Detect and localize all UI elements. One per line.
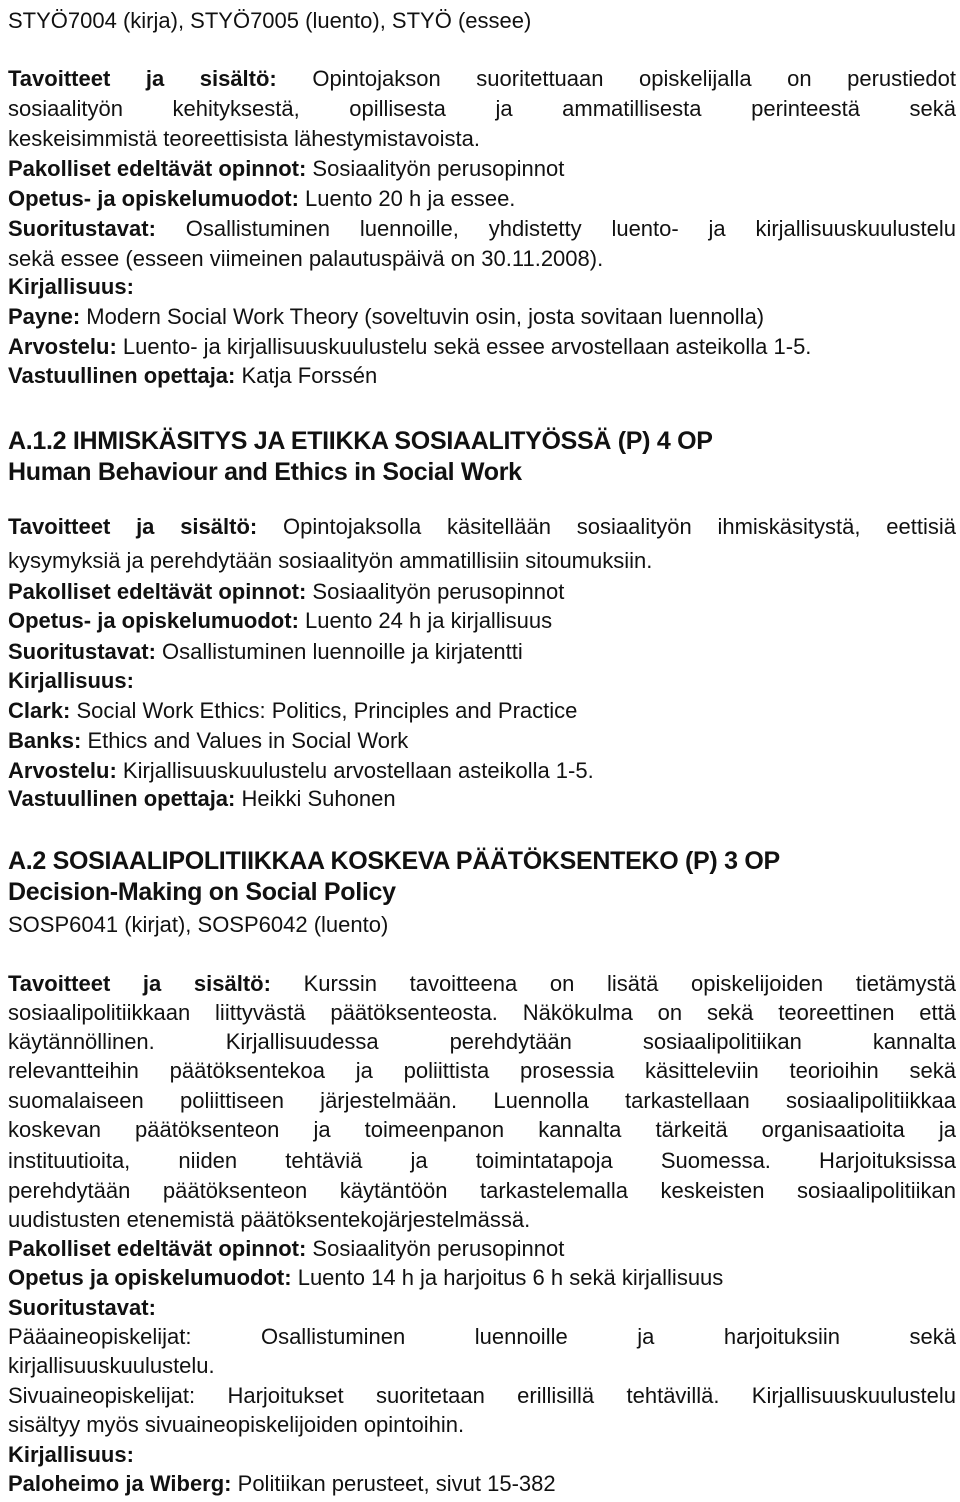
course-heading <box>8 845 956 877</box>
goals-line-8 <box>8 1176 956 1206</box>
minor-students-line-1 <box>8 1381 956 1411</box>
goals-text: instituutioita, niiden tehtäviä ja toimintatapoja Suomessa. Harjoituksissa <box>8 1148 956 1173</box>
literature-item <box>8 726 956 756</box>
minor-students-line-2 <box>8 1410 956 1440</box>
book-title: Modern Social Work Theory (soveltuvin osin, josta sovitaan luennolla) <box>86 304 765 329</box>
prerequisites-label: Pakolliset edeltävät opinnot: <box>8 579 307 604</box>
literature-item <box>8 1469 956 1499</box>
goals-label: Tavoitteet ja sisältö: <box>8 514 258 539</box>
goals-line-6 <box>8 1115 956 1145</box>
completion-label: Suoritustavat: <box>8 1295 156 1320</box>
responsible-teacher-name: Heikki Suhonen <box>241 786 396 811</box>
prerequisites-label: Pakolliset edeltävät opinnot: <box>8 1236 307 1261</box>
goals-text: Kurssin tavoitteena on lisätä opiskelijoiden tietämystä <box>303 971 956 996</box>
book-title: Ethics and Values in Social Work <box>87 728 409 753</box>
goals-text: käytännöllinen. Kirjallisuudessa perehdytään sosiaalipolitiikan kannalta <box>8 1029 956 1054</box>
responsible-teacher <box>8 361 956 391</box>
major-students-line-1 <box>8 1322 956 1352</box>
completion-text: Osallistuminen luennoille, yhdistetty luento- ja kirjallisuuskuulustelu <box>185 216 956 241</box>
goals-line-7 <box>8 1146 956 1176</box>
prerequisites-value: Sosiaalityön perusopinnot <box>312 156 565 181</box>
goals-text: uudistusten etenemistä päätöksentekojärjestelmässä. <box>8 1207 531 1232</box>
goals-line-3 <box>8 124 956 154</box>
grading-value: Luento- ja kirjallisuuskuulustelu sekä essee arvostellaan asteikolla 1-5. <box>122 334 812 359</box>
goals-line-2 <box>8 998 956 1028</box>
completion-heading <box>8 1293 956 1323</box>
goals-line-4 <box>8 1056 956 1086</box>
completion-label: Suoritustavat: <box>8 639 156 664</box>
author-label: Banks: <box>8 728 82 753</box>
prerequisites-value: Sosiaalityön perusopinnot <box>312 579 565 604</box>
goals-label: Tavoitteet ja sisältö: <box>8 66 277 91</box>
literature-heading <box>8 666 956 696</box>
goals-line-2 <box>8 546 956 576</box>
teaching-methods <box>8 184 956 214</box>
goals-text: sosiaalipolitiikkaan liittyvästä päätöksenteosta. Näkökulma on sekä teoreettinen että <box>8 1000 956 1025</box>
major-students-line-2 <box>8 1351 956 1381</box>
teaching-methods-value: Luento 14 h ja harjoitus 6 h sekä kirjallisuus <box>297 1265 724 1290</box>
minor-students-text: Sivuaineopiskelijat: Harjoitukset suoritetaan erillisillä tehtävillä. Kirjallisuuskuulustelu <box>8 1383 956 1408</box>
goals-text: perehdytään päätöksenteon käytäntöön tarkastelemalla keskeisten sosiaalipolitiikan <box>8 1178 956 1203</box>
grading <box>8 332 956 362</box>
completion <box>8 637 956 667</box>
course-subheading <box>8 876 956 908</box>
teaching-methods <box>8 606 956 636</box>
prerequisites-label: Pakolliset edeltävät opinnot: <box>8 156 307 181</box>
prerequisites <box>8 154 956 184</box>
grading-label: Arvostelu: <box>8 758 117 783</box>
course-subheading <box>8 456 956 488</box>
major-students-text: Pääaineopiskelijat: Osallistuminen luennoille ja harjoituksiin sekä <box>8 1324 956 1349</box>
course-codes <box>8 910 956 940</box>
goals-line-5 <box>8 1086 956 1116</box>
goals-text: keskeisimmistä teoreettisista lähestymistavoista. <box>8 126 480 151</box>
goals-line-1 <box>8 64 956 94</box>
teaching-methods-value: Luento 24 h ja kirjallisuus <box>305 608 553 633</box>
course-heading-text: A.2 SOSIAALIPOLITIIKKAA KOSKEVA PÄÄTÖKSENTEKO (P) 3 OP <box>8 847 780 875</box>
teaching-methods-label: Opetus ja opiskelumuodot: <box>8 1265 292 1290</box>
teaching-methods <box>8 1263 956 1293</box>
course-codes-text: SOSP6041 (kirjat), SOSP6042 (luento) <box>8 912 389 937</box>
grading-label: Arvostelu: <box>8 334 117 359</box>
literature-heading <box>8 1440 956 1470</box>
course-codes-text: STYÖ7004 (kirja), STYÖ7005 (luento), STYÖ (essee) <box>8 8 532 33</box>
goals-text: sosiaalityön kehityksestä, opillisesta ja ammatillisesta perinteestä sekä <box>8 96 956 121</box>
teaching-methods-label: Opetus- ja opiskelumuodot: <box>8 608 299 633</box>
goals-line-1 <box>8 969 956 999</box>
completion-line-1 <box>8 214 956 244</box>
literature-label: Kirjallisuus: <box>8 1442 134 1467</box>
course-subheading-text: Decision-Making on Social Policy <box>8 878 396 906</box>
grading <box>8 756 956 786</box>
prerequisites-value: Sosiaalityön perusopinnot <box>312 1236 565 1261</box>
goals-line-2 <box>8 94 956 124</box>
course-heading <box>8 425 956 457</box>
goals-text: relevantteihin päätöksentekoa ja poliittista prosessia käsitteleviin teorioihin sekä <box>8 1058 956 1083</box>
literature-label: Kirjallisuus: <box>8 274 134 299</box>
literature-item <box>8 302 956 332</box>
responsible-teacher-label: Vastuullinen opettaja: <box>8 363 236 388</box>
author-label: Payne: <box>8 304 81 329</box>
author-label: Paloheimo ja Wiberg: <box>8 1471 232 1496</box>
book-title: Politiikan perusteet, sivut 15-382 <box>237 1471 556 1496</box>
goals-text: Opintojakson suoritettuaan opiskelijalla on perustiedot <box>312 66 956 91</box>
teaching-methods-value: Luento 20 h ja essee. <box>305 186 516 211</box>
grading-value: Kirjallisuuskuulustelu arvostellaan asteikolla 1-5. <box>122 758 594 783</box>
goals-line-3 <box>8 1027 956 1057</box>
completion-label: Suoritustavat: <box>8 216 156 241</box>
responsible-teacher <box>8 784 956 814</box>
responsible-teacher-name: Katja Forssén <box>241 363 378 388</box>
goals-line-1 <box>8 512 956 542</box>
completion-text: sekä essee (esseen viimeinen palautuspäivä on 30.11.2008). <box>8 246 604 271</box>
book-title: Social Work Ethics: Politics, Principles and Practice <box>76 698 578 723</box>
goals-text: suomalaiseen poliittiseen järjestelmään. Luennolla tarkastellaan sosiaalipolitiikkaa <box>8 1088 956 1113</box>
completion-value: Osallistuminen luennoille ja kirjatentti <box>162 639 523 664</box>
responsible-teacher-label: Vastuullinen opettaja: <box>8 786 236 811</box>
prerequisites <box>8 1234 956 1264</box>
goals-text: koskevan päätöksenteon ja toimeenpanon kannalta tärkeitä organisaatioita ja <box>8 1117 956 1142</box>
goals-text: Opintojaksolla käsitellään sosiaalityön ihmiskäsitystä, eettisiä <box>283 514 956 539</box>
goals-text: kysymyksiä ja perehdytään sosiaalityön ammatillisiin sitoumuksiin. <box>8 548 653 573</box>
teaching-methods-label: Opetus- ja opiskelumuodot: <box>8 186 299 211</box>
prerequisites <box>8 577 956 607</box>
major-students-text: kirjallisuuskuulustelu. <box>8 1353 215 1378</box>
goals-line-9 <box>8 1205 956 1235</box>
course-subheading-text: Human Behaviour and Ethics in Social Work <box>8 458 522 486</box>
course-codes <box>8 6 956 36</box>
literature-heading <box>8 272 956 302</box>
literature-item <box>8 696 956 726</box>
course-heading-text: A.1.2 IHMISKÄSITYS JA ETIIKKA SOSIAALITYÖSSÄ (P) 4 OP <box>8 427 713 455</box>
author-label: Clark: <box>8 698 71 723</box>
completion-line-2 <box>8 244 956 274</box>
minor-students-text: sisältyy myös sivuaineopiskelijoiden opintoihin. <box>8 1412 465 1437</box>
literature-label: Kirjallisuus: <box>8 668 134 693</box>
goals-label: Tavoitteet ja sisältö: <box>8 971 271 996</box>
